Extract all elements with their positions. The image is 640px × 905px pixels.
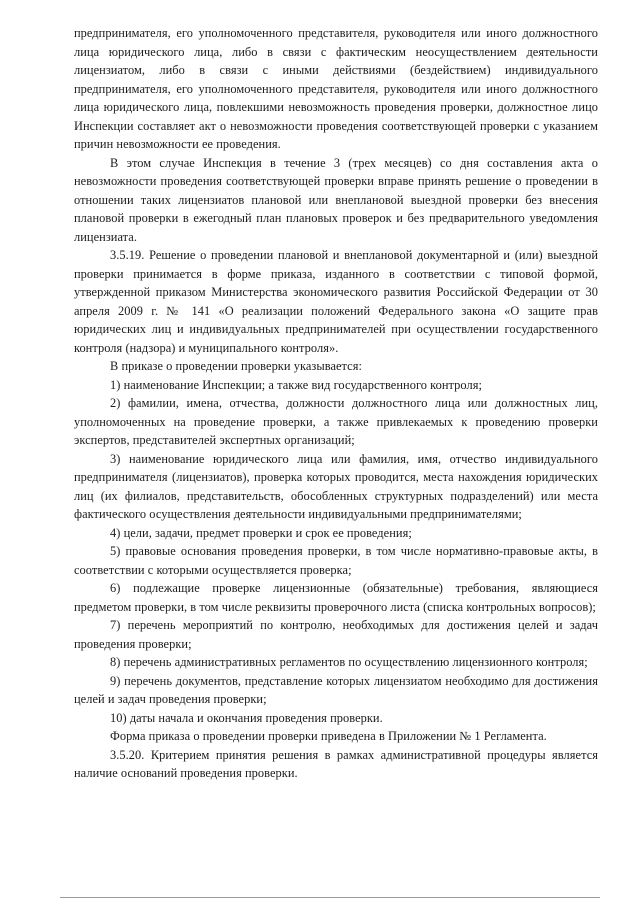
document-body [74,24,598,783]
list-item: 4) цели, задачи, предмет проверки и срок ее проведения; [110,525,412,540]
paragraph: Форма приказа о проведении проверки приведена в Приложении № 1 Регламента. [110,729,547,743]
list-item: 1) наименование Инспекции; а также вид государственного контроля; [110,377,482,392]
paragraph: В этом случае Инспекция в течение 3 (трех месяцев) со дня составления акта о невозможности проведения соответствующей проверки вправе принять решение о проведении в отношении таких лицензиатов плановой или внеплановой выездной проверки без внесения плановой проверки в ежегодный план плановых проверок и без предварительного уведомления лицензиата. [74,155,598,244]
list-item: 9) перечень документов, представление которых лицензиатом необходимо для достижения целей и задач проведения проверки; [74,673,598,706]
list-item: 2) фамилии, имена, отчества, должности должностного лица или должностных лиц, уполномоченных на проведение проверки, а также привлекаемых к проведению проверки экспертов, представителей экспертных организаций; [74,396,598,447]
paragraph: предпринимателя, его уполномоченного представителя, руководителя или иного должностного лица юридического лица, либо в связи с фактическим неосуществлением деятельности лицензиатом, либо в связи с иными действиями (бездействием) индивидуального предпринимателя, его уполномоченного представителя, руководителя или иного должностного лица юридического лица, повлекшими невозможность проведения проверки, должностное лицо Инспекции составляет акт о невозможности проведения соответствующей проверки с указанием причин невозможности ее проведения. [74,26,598,151]
paragraph: В приказе о проведении проверки указывается: [110,359,362,373]
list-item: 8) перечень административных регламентов по осуществлению лицензионного контроля; [110,655,588,669]
paragraph: 3.5.20. Критерием принятия решения в рамках административной процедуры является наличие оснований проведения проверки. [74,747,598,780]
list-item: 5) правовые основания проведения проверки, в том числе нормативно-правовые акты, в соответствии с которыми осуществляется проверка; [74,544,598,577]
list-item: 6) подлежащие проверке лицензионные (обязательные) требования, являющиеся предметом проверки, в том числе реквизиты проверочного листа (списка контрольных вопросов); [74,581,598,614]
page-bottom-edge [60,897,600,898]
paragraph: 3.5.19. Решение о проведении плановой и внеплановой документарной и (или) выездной проверки принимается в форме приказа, изданного в соответствии с типовой формой, утвержденной приказом Министерства экономического развития Российской Федерации от 30 апреля 2009 г. № 141 «О реализации положений Федерального закона «О защите прав юридических лиц и индивидуальных предпринимателей при осуществлении государственного контроля (надзора) и муниципального контроля». [74,248,598,355]
list-item: 10) даты начала и окончания проведения проверки. [110,710,383,725]
list-item: 7) перечень мероприятий по контролю, необходимых для достижения целей и задач проведения проверки; [74,618,598,651]
list-item: 3) наименование юридического лица или фамилия, имя, отчество индивидуального предпринимателя (лицензиатов), проверка которых проводится, места нахождения юридических лиц (их филиалов, представительств, обособленных структурных подразделений) или места фактического осуществления деятельности индивидуальными предпринимателями; [74,451,598,521]
